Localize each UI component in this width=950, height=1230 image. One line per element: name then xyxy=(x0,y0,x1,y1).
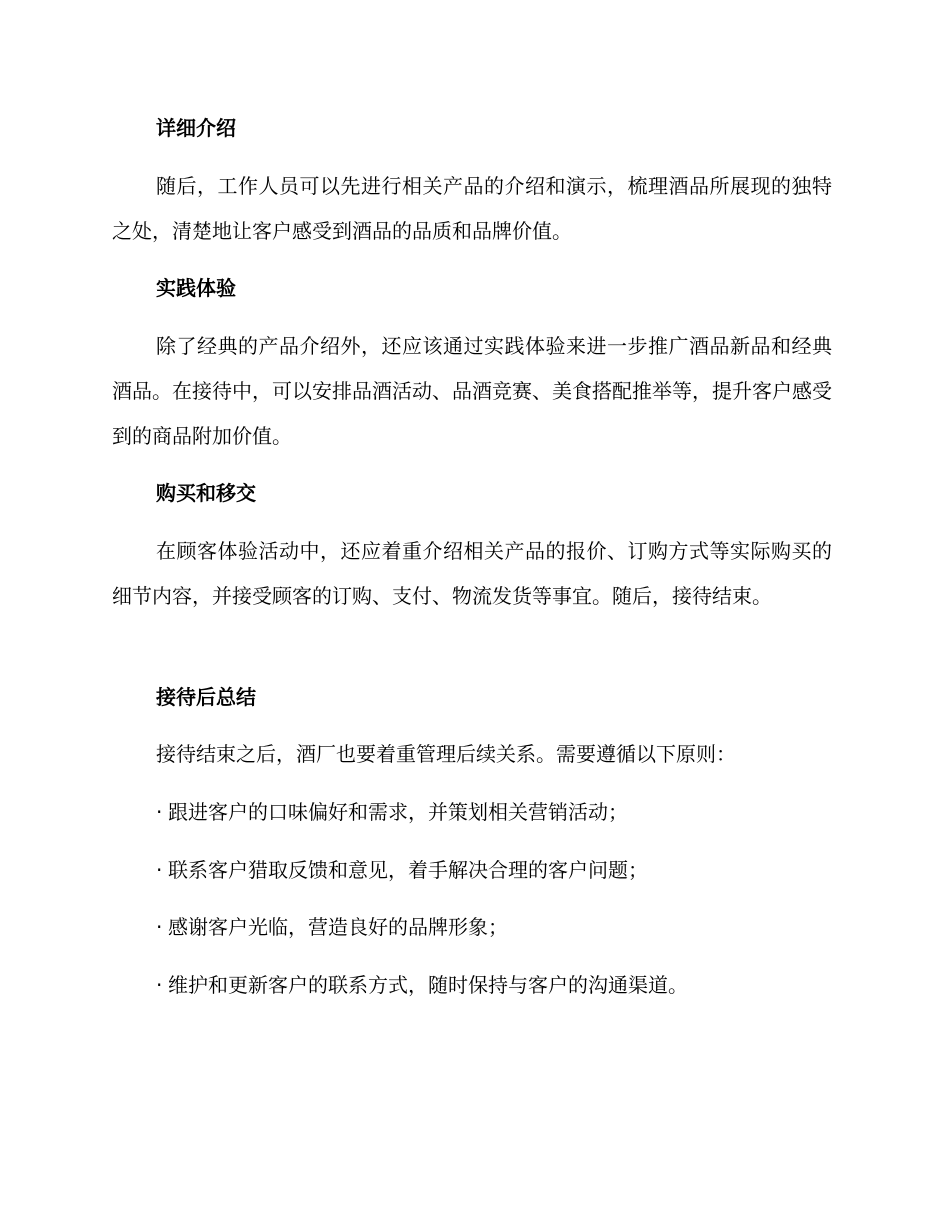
list-item-text: 跟进客户的口味偏好和需求，并策划相关营销活动； xyxy=(168,800,628,824)
section-paragraph: 在顾客体验活动中，还应着重介绍相关产品的报价、订购方式等实际购买的细节内容，并接受顾客的订购、支付、物流发货等事宜。随后，接待结束。 xyxy=(112,539,832,608)
list-item xyxy=(112,790,876,835)
list-item xyxy=(112,905,876,950)
section-paragraph: 接待结束之后，酒厂也要着重管理后续关系。需要遵循以下原则： xyxy=(156,742,736,766)
list-item xyxy=(112,848,876,893)
list-item-text: 维护和更新客户的联系方式，随时保持与客户的沟通渠道。 xyxy=(168,973,688,997)
section-heading: 详细介绍 xyxy=(156,116,236,140)
section-paragraph: 随后，工作人员可以先进行相关产品的介绍和演示，梳理酒品所展现的独特之处，清楚地让客户感受到酒品的品质和品牌价值。 xyxy=(112,174,832,243)
bullet-dot-icon: · xyxy=(156,915,163,939)
list-item xyxy=(112,963,876,1008)
bullet-dot-icon: · xyxy=(156,858,163,882)
section-heading: 接待后总结 xyxy=(156,685,256,709)
list-item-text: 感谢客户光临，营造良好的品牌形象； xyxy=(168,915,508,939)
bullet-dot-icon: · xyxy=(156,800,163,824)
section-heading: 购买和移交 xyxy=(156,481,256,505)
section-paragraph: 除了经典的产品介绍外，还应该通过实践体验来进一步推广酒品新品和经典酒品。在接待中，可以安排品酒活动、品酒竞赛、美食搭配推举等，提升客户感受到的商品附加价值。 xyxy=(112,334,832,448)
section-heading: 实践体验 xyxy=(156,276,236,300)
bullet-dot-icon: · xyxy=(156,973,163,997)
list-item-text: 联系客户猎取反馈和意见，着手解决合理的客户问题； xyxy=(168,858,648,882)
